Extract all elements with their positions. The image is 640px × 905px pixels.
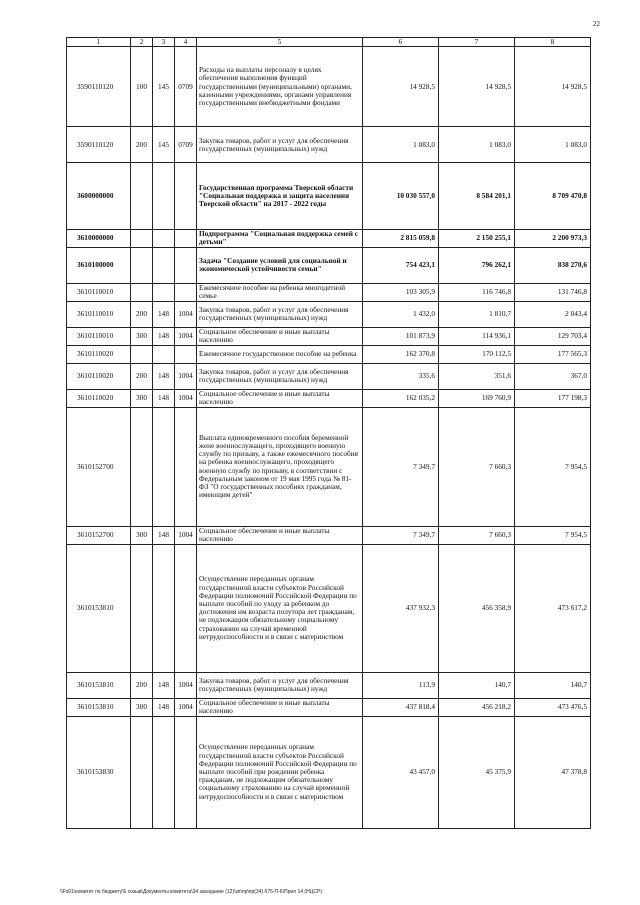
- row-description: Закупка товаров, работ и услуг для обеспечения государственных (муниципальных) нужд: [197, 363, 363, 389]
- row-col2: [131, 716, 153, 828]
- row-value-year3: 47 378,8: [515, 716, 591, 828]
- row-value-year1: 101 873,9: [363, 327, 439, 345]
- row-col4: [175, 407, 197, 526]
- row-value-year2: 456 358,9: [439, 544, 515, 672]
- row-value-year1: 1 432,0: [363, 301, 439, 327]
- header-cell: 3: [153, 38, 175, 47]
- row-value-year1: 162 370,8: [363, 345, 439, 363]
- row-description: Социальное обеспечение и иные выплаты населению: [197, 526, 363, 544]
- row-col4: 1004: [175, 327, 197, 345]
- row-col4: 0709: [175, 127, 197, 163]
- row-code: 3610110020: [67, 363, 131, 389]
- row-col2: [131, 247, 153, 283]
- row-value-year3: 177 198,3: [515, 389, 591, 407]
- row-value-year1: 14 928,5: [363, 47, 439, 127]
- table-row: [67, 127, 591, 163]
- row-value-year2: 7 660,3: [439, 526, 515, 544]
- row-value-year3: 7 954,5: [515, 407, 591, 526]
- table-row: [67, 327, 591, 345]
- row-description: Осуществление переданных органам государственной власти субъектов Российской Федерации полномочий Российской Федерации по выплате пособий по уходу за ребенком до достижения им возраста полутора лет гражданам, не подлежащим обязательному социальному страхованию на случай временной нетрудоспособности и в связи с материнством: [197, 544, 363, 672]
- row-code: 3610153810: [67, 544, 131, 672]
- header-cell: 1: [67, 38, 131, 47]
- row-value-year3: 1 083,0: [515, 127, 591, 163]
- row-col2: 300: [131, 698, 153, 716]
- row-value-year2: 140,7: [439, 672, 515, 698]
- header-cell: 8: [515, 38, 591, 47]
- row-col4: [175, 283, 197, 301]
- table-row: [67, 247, 591, 283]
- row-value-year2: 7 660,3: [439, 407, 515, 526]
- row-col4: 1004: [175, 698, 197, 716]
- row-value-year3: 131 746,8: [515, 283, 591, 301]
- row-description: Выплата единовременного пособия беременной жене военнослужащего, проходящего военную службу по призыву, а также ежемесячного пособия на ребенка военнослужащего, проходящего военную службу по призыву, в соответствии с Федеральным законом от 19 мая 1995 года № 81-ФЗ "О государственных пособиях гражданам, имеющим детей": [197, 407, 363, 526]
- row-value-year3: 140,7: [515, 672, 591, 698]
- row-col3: [153, 247, 175, 283]
- row-code: 3610110020: [67, 389, 131, 407]
- row-value-year3: 14 928,5: [515, 47, 591, 127]
- row-value-year3: 367,0: [515, 363, 591, 389]
- row-value-year2: 116 746,8: [439, 283, 515, 301]
- row-value-year3: 2 043,4: [515, 301, 591, 327]
- page-number: 22: [593, 20, 600, 28]
- row-col3: [153, 345, 175, 363]
- row-value-year2: 170 112,5: [439, 345, 515, 363]
- row-col3: [153, 163, 175, 230]
- row-value-year3: 2 200 973,3: [515, 230, 591, 247]
- header-cell: 7: [439, 38, 515, 47]
- row-code: 3610110010: [67, 283, 131, 301]
- table-row: [67, 544, 591, 672]
- row-col4: [175, 247, 197, 283]
- row-col3: 145: [153, 47, 175, 127]
- row-col2: 200: [131, 127, 153, 163]
- row-col4: 1004: [175, 672, 197, 698]
- row-col3: [153, 230, 175, 247]
- row-col2: [131, 407, 153, 526]
- row-value-year1: 2 815 059,8: [363, 230, 439, 247]
- row-description: Закупка товаров, работ и услуг для обеспечения государственных (муниципальных) нужд: [197, 127, 363, 163]
- table-row: [67, 363, 591, 389]
- row-value-year2: 1 810,7: [439, 301, 515, 327]
- row-col4: [175, 716, 197, 828]
- row-code: 3610100000: [67, 247, 131, 283]
- row-code: 3610110010: [67, 327, 131, 345]
- row-col4: 0709: [175, 47, 197, 127]
- row-col3: 148: [153, 672, 175, 698]
- row-value-year3: 838 270,6: [515, 247, 591, 283]
- table-row: [67, 301, 591, 327]
- row-code: 3590110120: [67, 127, 131, 163]
- row-code: 3590110120: [67, 47, 131, 127]
- row-value-year3: 473 476,5: [515, 698, 591, 716]
- row-description: Расходы на выплаты персоналу в целях обеспечения выполнения функций государственными (муниципальными) органами, казенными учреждениями, органами управления государственными внебюджетными фондами: [197, 47, 363, 127]
- row-description: Закупка товаров, работ и услуг для обеспечения государственных (муниципальных) нужд: [197, 672, 363, 698]
- row-value-year1: 335,6: [363, 363, 439, 389]
- row-col3: [153, 283, 175, 301]
- row-value-year1: 7 349,7: [363, 407, 439, 526]
- row-col2: [131, 283, 153, 301]
- row-col3: 148: [153, 389, 175, 407]
- row-description: Социальное обеспечение и иные выплаты населению: [197, 327, 363, 345]
- row-value-year1: 103 305,9: [363, 283, 439, 301]
- row-col3: 148: [153, 327, 175, 345]
- row-description: Социальное обеспечение и иные выплаты населению: [197, 698, 363, 716]
- row-description: Подпрограмма "Социальная поддержка семей с детьми": [197, 230, 363, 247]
- row-code: 3610152700: [67, 407, 131, 526]
- row-value-year2: 2 150 255,1: [439, 230, 515, 247]
- row-col2: 200: [131, 363, 153, 389]
- row-code: 3610153830: [67, 716, 131, 828]
- row-col3: [153, 407, 175, 526]
- table-row: [67, 526, 591, 544]
- header-row: [67, 38, 591, 47]
- row-col3: [153, 716, 175, 828]
- row-col2: [131, 230, 153, 247]
- row-code: 3610110010: [67, 301, 131, 327]
- row-code: 3610153810: [67, 698, 131, 716]
- row-col4: [175, 345, 197, 363]
- header-cell: 4: [175, 38, 197, 47]
- row-value-year1: 1 083,0: [363, 127, 439, 163]
- row-col2: 200: [131, 301, 153, 327]
- row-value-year1: 43 457,0: [363, 716, 439, 828]
- row-description: Закупка товаров, работ и услуг для обеспечения государственных (муниципальных) нужд: [197, 301, 363, 327]
- header-cell: 5: [197, 38, 363, 47]
- row-col4: [175, 544, 197, 672]
- table-row: [67, 230, 591, 247]
- table-row: [67, 716, 591, 828]
- row-col3: 148: [153, 698, 175, 716]
- table-row: [67, 345, 591, 363]
- row-value-year1: 10 030 557,0: [363, 163, 439, 230]
- table-row: [67, 407, 591, 526]
- row-code: 3610153810: [67, 672, 131, 698]
- row-col4: [175, 230, 197, 247]
- row-value-year2: 351,6: [439, 363, 515, 389]
- row-col3: [153, 544, 175, 672]
- table-row: [67, 698, 591, 716]
- row-description: Осуществление переданных органам государственной власти субъектов Российской Федерации полномочий Российской Федерации по выплате пособий при рождении ребенка гражданам, не подлежащим обязательному социальному страхованию на случай временной нетрудоспособности и в связи с материнством: [197, 716, 363, 828]
- row-value-year3: 7 954,5: [515, 526, 591, 544]
- row-value-year3: 129 703,4: [515, 327, 591, 345]
- row-col2: 100: [131, 47, 153, 127]
- row-value-year2: 796 262,1: [439, 247, 515, 283]
- row-col4: [175, 163, 197, 230]
- row-value-year2: 14 928,5: [439, 47, 515, 127]
- row-value-year1: 754 423,1: [363, 247, 439, 283]
- row-value-year1: 437 932,3: [363, 544, 439, 672]
- row-value-year2: 114 936,1: [439, 327, 515, 345]
- row-col2: 200: [131, 672, 153, 698]
- row-value-year2: 1 083,0: [439, 127, 515, 163]
- row-code: 3610152700: [67, 526, 131, 544]
- table-row: [67, 47, 591, 127]
- row-value-year2: 456 218,2: [439, 698, 515, 716]
- row-col2: [131, 544, 153, 672]
- row-value-year3: 8 709 470,8: [515, 163, 591, 230]
- row-value-year3: 177 565,3: [515, 345, 591, 363]
- row-col4: 1004: [175, 526, 197, 544]
- row-code: 3610000000: [67, 230, 131, 247]
- row-col3: 145: [153, 127, 175, 163]
- row-description: Ежемесячное пособие на ребенка многодетной семье: [197, 283, 363, 301]
- row-code: 3610110020: [67, 345, 131, 363]
- table-row: [67, 163, 591, 230]
- row-value-year1: 437 818,4: [363, 698, 439, 716]
- table-row: [67, 283, 591, 301]
- row-col4: 1004: [175, 301, 197, 327]
- header-cell: 2: [131, 38, 153, 47]
- table-row: [67, 389, 591, 407]
- row-col3: 148: [153, 526, 175, 544]
- row-value-year2: 169 760,9: [439, 389, 515, 407]
- row-description: Ежемесячное государственное пособие на ребенка: [197, 345, 363, 363]
- row-value-year1: 113,9: [363, 672, 439, 698]
- table-row: [67, 672, 591, 698]
- row-value-year3: 473 617,2: [515, 544, 591, 672]
- header-cell: 6: [363, 38, 439, 47]
- row-col2: 300: [131, 389, 153, 407]
- row-col3: 148: [153, 363, 175, 389]
- file-path-footer: \\Fs01\комитет по бюджету\6 созыв\Документы комитета\34 заседание (12)\зп\пр\пр(34) 675-П-6\Прил 14 (НЦСР): [60, 889, 322, 895]
- row-col3: 148: [153, 301, 175, 327]
- row-code: 3600000000: [67, 163, 131, 230]
- budget-table: [66, 37, 591, 829]
- row-col2: [131, 345, 153, 363]
- row-col4: 1004: [175, 389, 197, 407]
- row-col2: [131, 163, 153, 230]
- row-value-year2: 8 584 201,1: [439, 163, 515, 230]
- row-value-year1: 162 035,2: [363, 389, 439, 407]
- row-col4: 1004: [175, 363, 197, 389]
- row-col2: 300: [131, 327, 153, 345]
- row-col2: 300: [131, 526, 153, 544]
- row-description: Социальное обеспечение и иные выплаты населению: [197, 389, 363, 407]
- row-description: Государственная программа Тверской области "Социальная поддержка и защита населения Тверской области" на 2017 - 2022 годы: [197, 163, 363, 230]
- row-description: Задача "Создание условий для социальной и экономической устойчивости семьи": [197, 247, 363, 283]
- row-value-year2: 45 375,9: [439, 716, 515, 828]
- row-value-year1: 7 349,7: [363, 526, 439, 544]
